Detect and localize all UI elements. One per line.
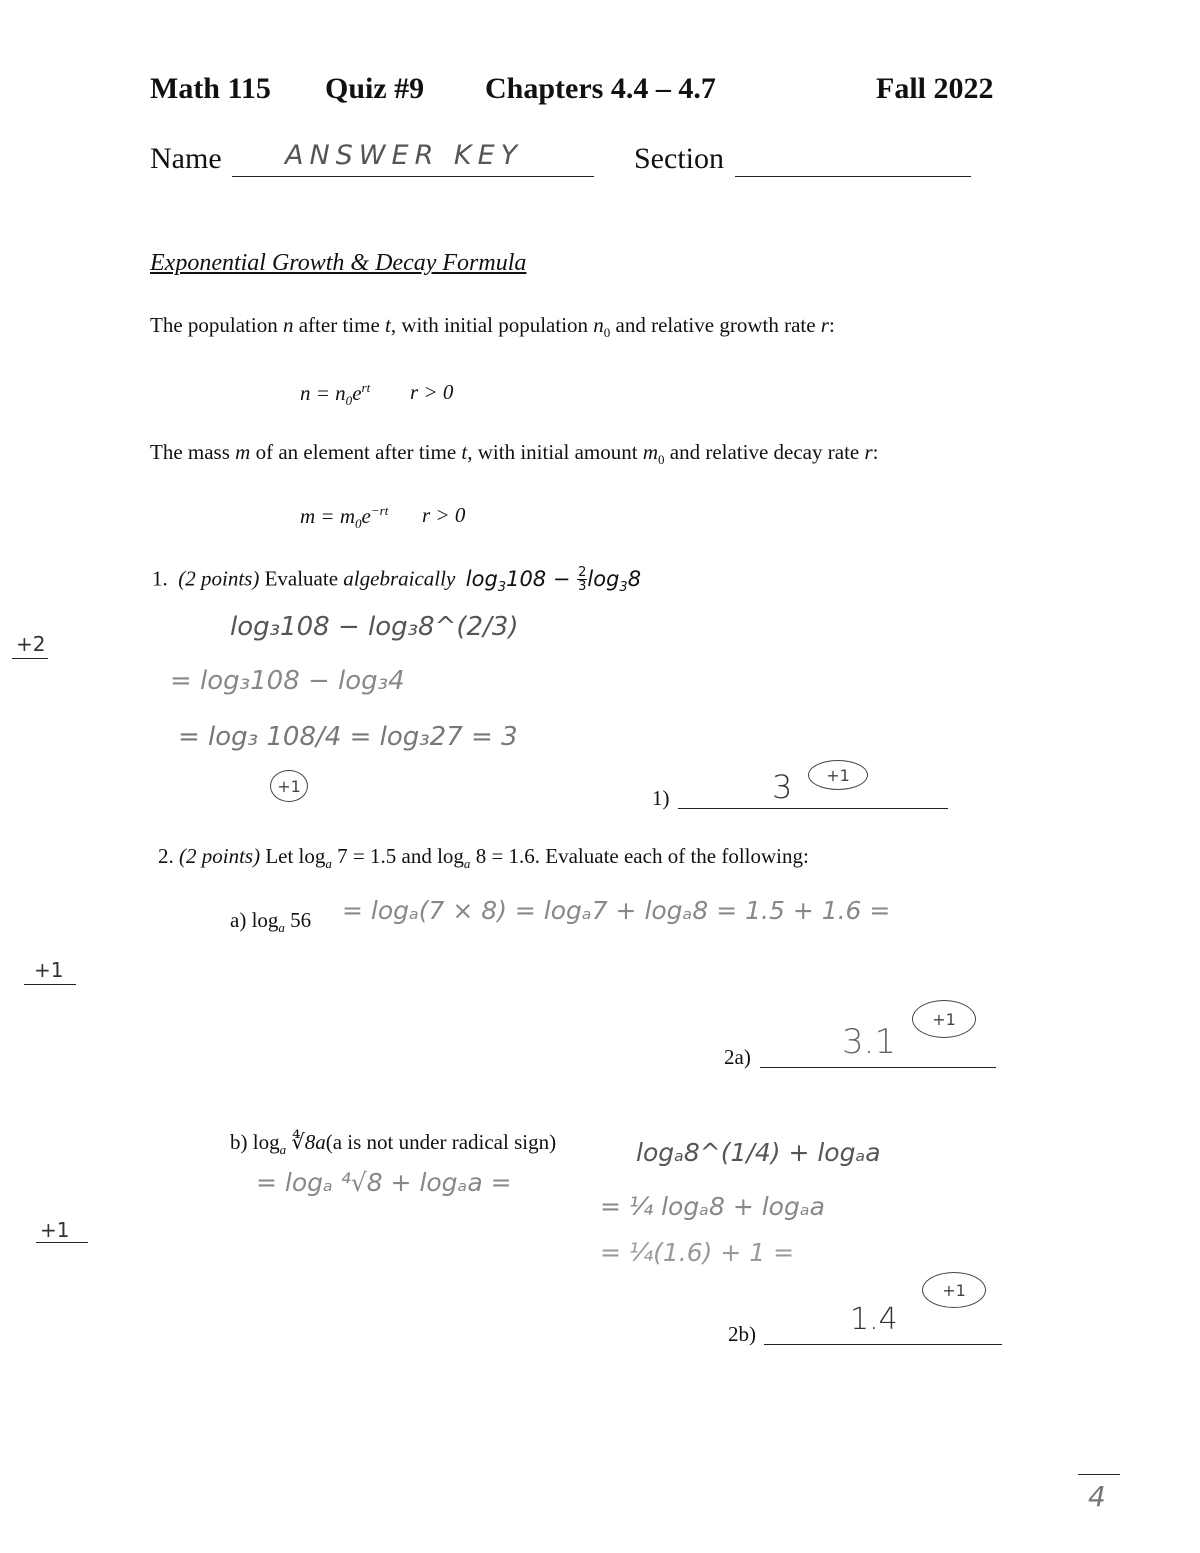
q2b-answer-value: 1.4 [850, 1302, 898, 1337]
decay-condition: r > 0 [422, 503, 466, 527]
q2a-answer-label: 2a) [724, 1045, 751, 1069]
q1-answer-mark: +1 [808, 760, 868, 790]
q2a-work: = logₐ(7 × 8) = logₐ7 + logₐ8 = 1.5 + 1.6 = [342, 896, 891, 925]
decay-formula: $m = m_0e^{-rt}$ [300, 503, 389, 532]
course-title: Math 115 [150, 72, 271, 105]
q2a-prompt: a) $\log_a 56$ [230, 908, 312, 936]
q2a-answer-mark: +1 [912, 1000, 976, 1038]
term-title: Fall 2022 [876, 72, 994, 105]
q2b-work-right-3: = ¼(1.6) + 1 = [600, 1238, 795, 1267]
section-label: Section [634, 142, 724, 175]
q2b-work-right-1: logₐ8^(1/4) + logₐa [636, 1138, 881, 1167]
q2b-work-left: = logₐ ⁴√8 + logₐa = [256, 1168, 512, 1197]
q1-margin-line [12, 658, 48, 659]
chapters-title: Chapters 4.4 – 4.7 [485, 72, 716, 105]
q1-work-line-2: = log₃108 − log₃4 [170, 666, 405, 696]
q1-answer-line [678, 808, 948, 809]
q2b-answer-mark: +1 [922, 1272, 986, 1308]
q1-margin-score: +2 [16, 632, 46, 656]
growth-formula: $n = n_0e^{rt}$ [300, 380, 371, 409]
total-score-line [1078, 1474, 1120, 1475]
q2b-prompt: b) $\log_a$ ∜8a(a is not under radical sign) [230, 1130, 557, 1158]
name-value: ANSWER KEY [285, 140, 524, 171]
q2-prompt: 2. (2 points) Let $\log_a 7 = 1.5$ and $\log_a 8 = 1.6$. Evaluate each of the following: [158, 844, 809, 872]
section-line [735, 176, 971, 177]
decay-description: The mass m of an element after time t, with initial amount $m_0$ and relative decay rate r: [150, 440, 879, 468]
q1-work-mark: +1 [270, 770, 308, 802]
quiz-title: Quiz #9 [325, 72, 425, 105]
q2b-margin-line [36, 1242, 88, 1243]
q2b-margin-score: +1 [40, 1218, 70, 1242]
q2b-answer-label: 2b) [728, 1322, 756, 1346]
q1-work-line-1: log₃108 − log₃8^(2/3) [230, 612, 519, 642]
growth-description: The population n after time t, with initial population $n_0$ and relative growth rate r: [150, 313, 835, 341]
q2a-margin-score: +1 [34, 958, 64, 982]
name-line [232, 176, 594, 177]
q2b-work-right-2: = ¼ logₐ8 + logₐa [600, 1192, 825, 1221]
q2a-answer-value: 3.1 [842, 1022, 897, 1062]
formula-heading: Exponential Growth & Decay Formula [150, 250, 527, 276]
q2b-answer-line [764, 1344, 1002, 1345]
q1-work-line-3: = log₃ 108/4 = log₃27 = 3 [178, 722, 518, 752]
q1-prompt: 1. (2 points) Evaluate algebraically $\log_3108$ − $\frac{2}{3}$ $\log_38$ [152, 565, 642, 595]
total-score: 4 [1088, 1480, 1106, 1513]
growth-condition: r > 0 [410, 380, 454, 404]
name-label: Name [150, 142, 222, 175]
q2a-margin-line [24, 984, 76, 985]
q1-answer-label: 1) [652, 786, 670, 810]
q1-answer-value: 3 [772, 768, 793, 806]
q2a-answer-line [760, 1067, 996, 1068]
